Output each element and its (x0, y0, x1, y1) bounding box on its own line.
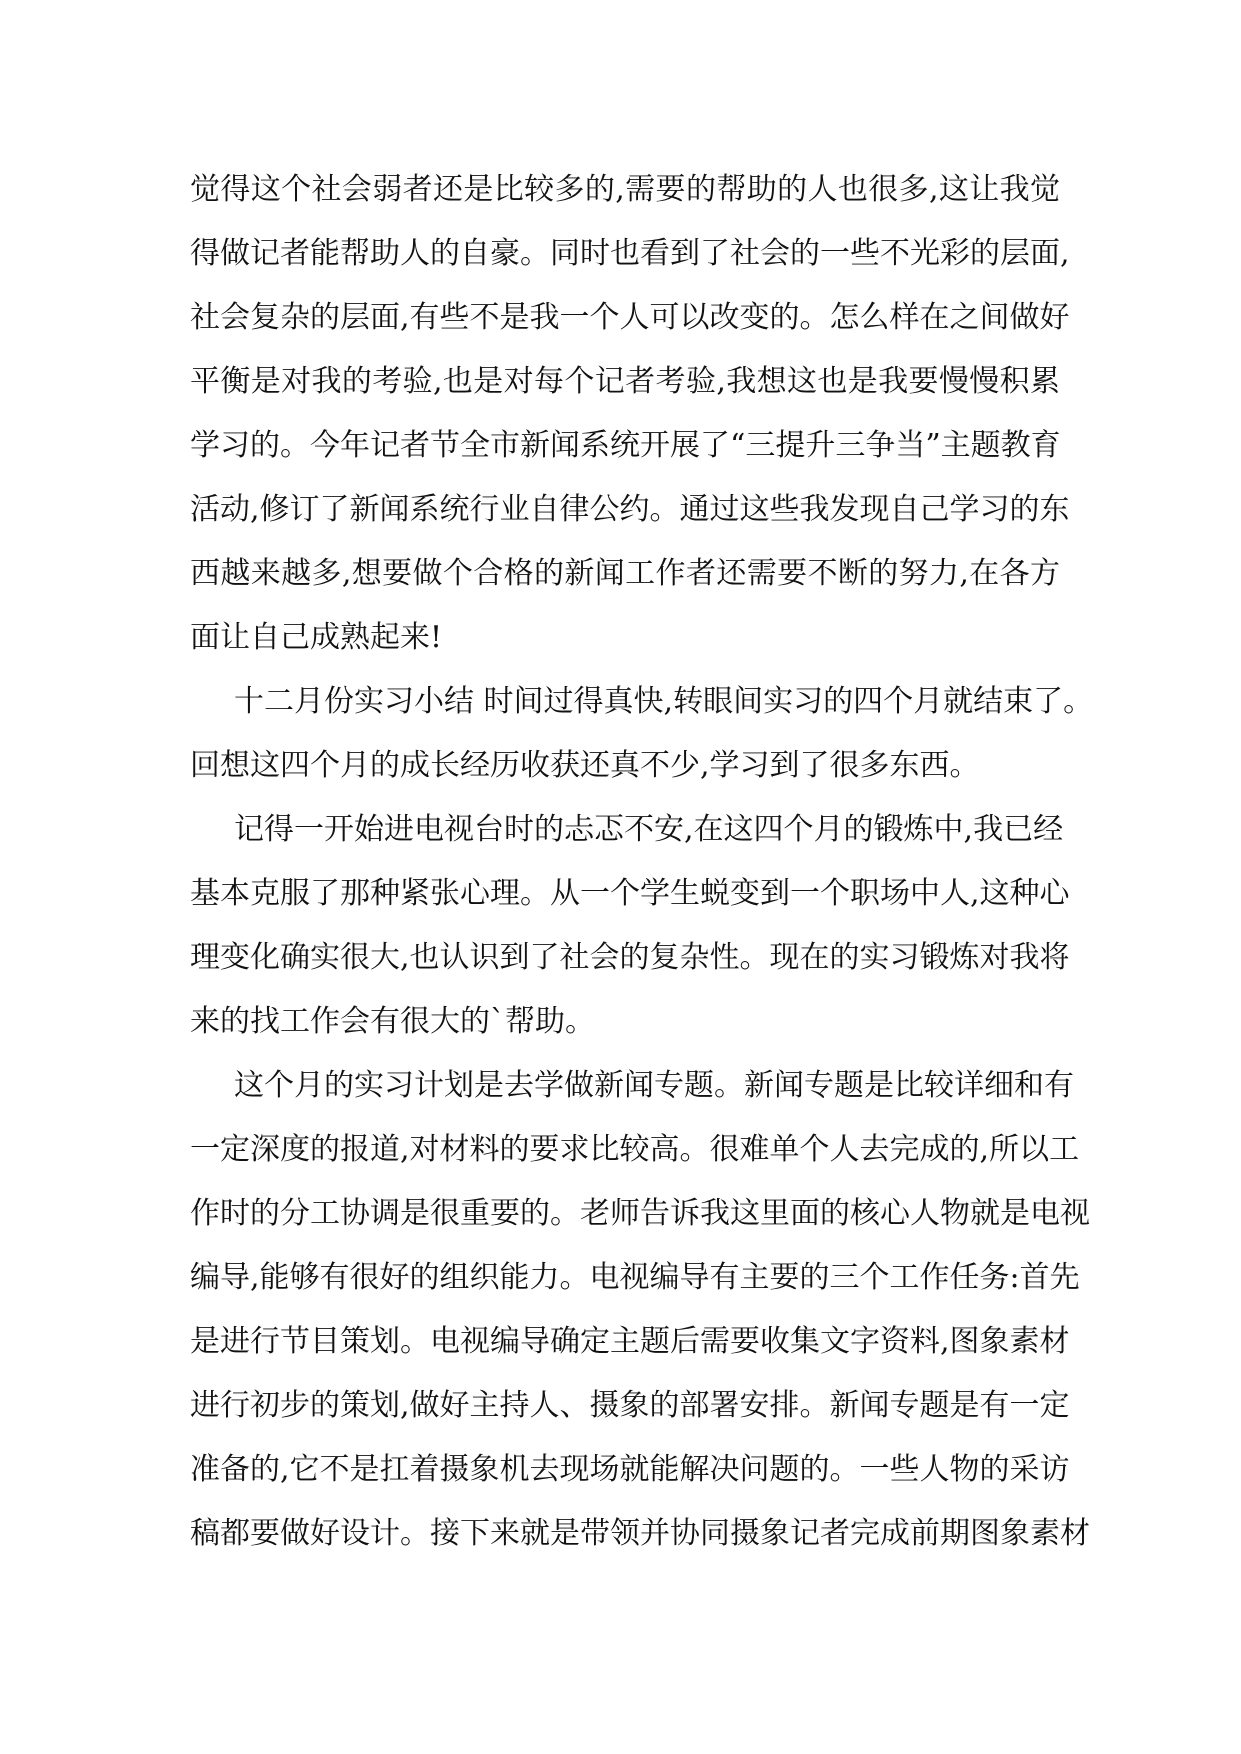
paragraph-4 (190, 1054, 1090, 1566)
text-line: 这个月的实习计划是去学做新闻专题。新闻专题是比较详细和有 (234, 1068, 1074, 1103)
text-line: 理变化确实很大,也认识到了社会的复杂性。现在的实习锻炼对我将 (190, 940, 1070, 975)
text-line: 进行初步的策划,做好主持人、摄象的部署安排。新闻专题是有一定 (190, 1388, 1070, 1423)
text-line: 作时的分工协调是很重要的。老师告诉我这里面的核心人物就是电视 (190, 1196, 1090, 1231)
text-line: 来的找工作会有很大的`帮助。 (190, 1004, 595, 1039)
text-line: 基本克服了那种紧张心理。从一个学生蜕变到一个职场中人,这种心 (190, 876, 1070, 911)
text-line: 一定深度的报道,对材料的要求比较高。很难单个人去完成的,所以工 (190, 1132, 1080, 1167)
text-line: 活动,修订了新闻系统行业自律公约。通过这些我发现自己学习的东 (190, 492, 1070, 527)
text-line: 平衡是对我的考验,也是对每个记者考验,我想这也是我要慢慢积累 (190, 364, 1060, 399)
text-line: 社会复杂的层面,有些不是我一个人可以改变的。怎么样在之间做好 (190, 300, 1070, 335)
text-line: 面让自己成熟起来! (190, 620, 443, 655)
text-line: 稿都要做好设计。接下来就是带领并协同摄象记者完成前期图象素材 (190, 1516, 1090, 1551)
text-line: 觉得这个社会弱者还是比较多的,需要的帮助的人也很多,这让我觉 (190, 172, 1060, 207)
text-line: 得做记者能帮助人的自豪。同时也看到了社会的一些不光彩的层面, (190, 236, 1070, 271)
paragraph-3 (190, 798, 1070, 1054)
text-line: 西越来越多,想要做个合格的新闻工作者还需要不断的努力,在各方 (190, 556, 1060, 591)
text-line: 准备的,它不是扛着摄象机去现场就能解决问题的。一些人物的采访 (190, 1452, 1070, 1487)
text-line: 回想这四个月的成长经历收获还真不少,学习到了很多东西。 (190, 748, 980, 783)
body-text (190, 158, 1094, 1566)
text-line: 编导,能够有很好的组织能力。电视编导有主要的三个工作任务:首先 (190, 1260, 1080, 1295)
text-line: 十二月份实习小结 时间过得真快,转眼间实习的四个月就结束了。 (234, 684, 1094, 719)
text-line: 是进行节目策划。电视编导确定主题后需要收集文字资料,图象素材 (190, 1324, 1070, 1359)
text-line: 记得一开始进电视台时的忐忑不安,在这四个月的锻炼中,我已经 (234, 812, 1064, 847)
paragraph-2 (190, 670, 1094, 798)
paragraph-1 (190, 158, 1070, 670)
text-line: 学习的。今年记者节全市新闻系统开展了“三提升三争当”主题教育 (190, 428, 1061, 463)
